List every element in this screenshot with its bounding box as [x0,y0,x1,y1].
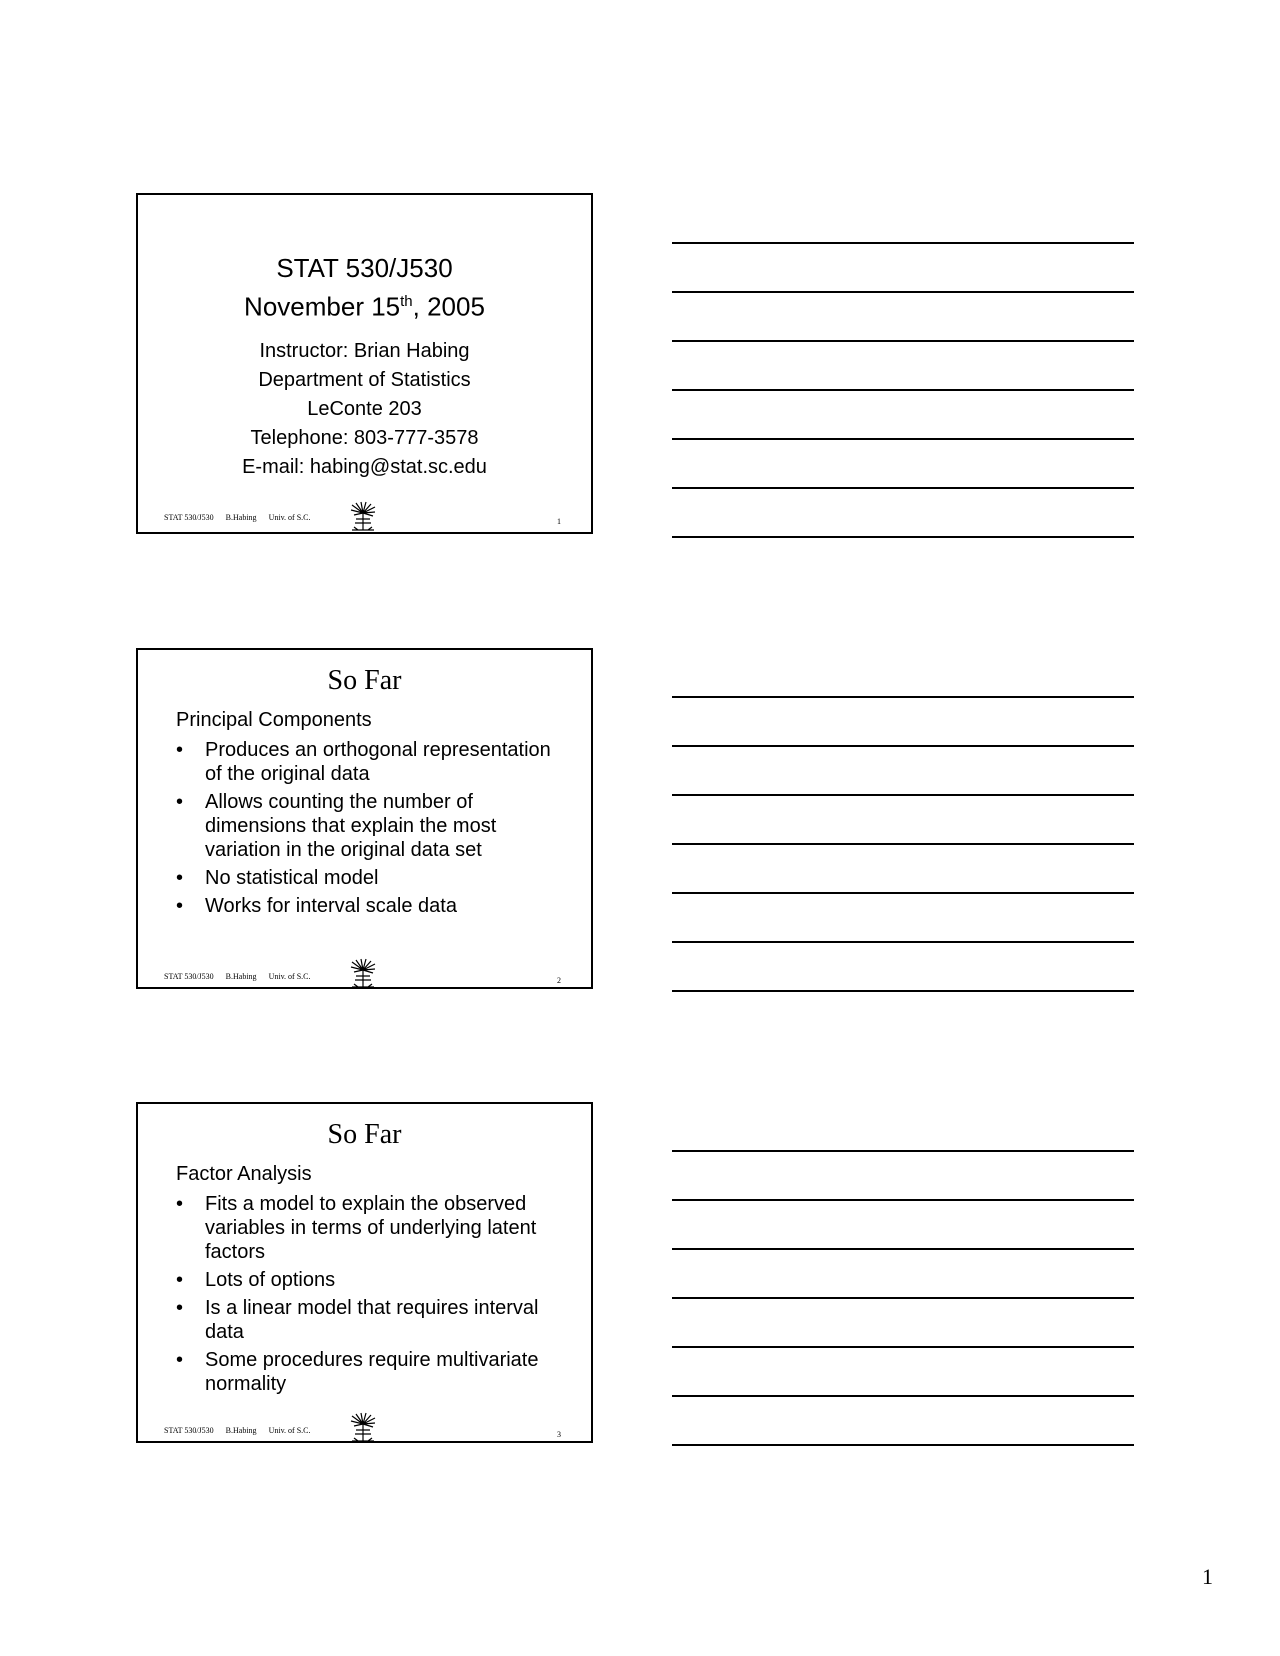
note-line [672,794,1134,796]
instructor-info [138,337,591,482]
list-item: • Fits a model to explain the observed variables in terms of underlying latent factors [176,1193,537,1263]
note-line [672,892,1134,894]
note-line [672,843,1134,845]
slide-1-title [138,251,591,324]
slide-title: So Far [327,665,402,696]
note-line [672,536,1134,538]
department: Department of Statistics [258,369,471,391]
bullet-list [176,1192,561,1400]
section-heading: Principal Components [176,709,372,731]
note-line [672,990,1134,992]
note-line [672,1444,1134,1446]
slide-3 [136,1102,593,1443]
note-line [672,1297,1134,1299]
email: E-mail: habing@stat.sc.edu [242,456,487,478]
list-item: • Lots of options [176,1269,336,1291]
course-title: STAT 530/J530 [276,253,453,283]
list-item: • Works for interval scale data [176,895,457,917]
palmetto-tree-icon [348,501,378,533]
list-item: • Allows counting the number of dimensions that explain the most variation in the original data set [176,791,497,861]
note-line [672,438,1134,440]
instructor-name: Instructor: Brian Habing [259,340,470,362]
palmetto-tree-icon [348,958,378,990]
note-line [672,291,1134,293]
list-item: • Is a linear model that requires interval data [176,1297,539,1343]
list-item: • Produces an orthogonal representation of the original data [176,739,551,785]
note-line [672,1248,1134,1250]
note-line [672,1346,1134,1348]
note-line [672,340,1134,342]
slide-number: 3 [557,1430,561,1439]
lecture-date: November 15th, 2005 [244,291,485,322]
slide-number: 1 [557,517,561,526]
bullet-list [176,738,561,922]
palmetto-tree-icon [348,1412,378,1444]
list-item: • Some procedures require multivariate normality [176,1349,539,1395]
note-line [672,487,1134,489]
note-line [672,1150,1134,1152]
slide-2 [136,648,593,989]
office: LeConte 203 [307,398,422,420]
slide-footer: STAT 530/J530 B.Habing Univ. of S.C. [164,513,311,522]
list-item: • No statistical model [176,867,379,889]
slide-1 [136,193,593,534]
note-line [672,696,1134,698]
note-line [672,1199,1134,1201]
page-number: 1 [1202,1564,1213,1589]
slide-footer: STAT 530/J530 B.Habing Univ. of S.C. [164,1426,311,1435]
note-line [672,242,1134,244]
slide-footer: STAT 530/J530 B.Habing Univ. of S.C. [164,972,311,981]
note-line [672,941,1134,943]
note-line [672,1395,1134,1397]
telephone: Telephone: 803-777-3578 [250,427,479,449]
slide-number: 2 [557,976,561,985]
section-heading: Factor Analysis [176,1163,312,1185]
note-line [672,745,1134,747]
slide-title: So Far [327,1119,402,1150]
note-line [672,389,1134,391]
